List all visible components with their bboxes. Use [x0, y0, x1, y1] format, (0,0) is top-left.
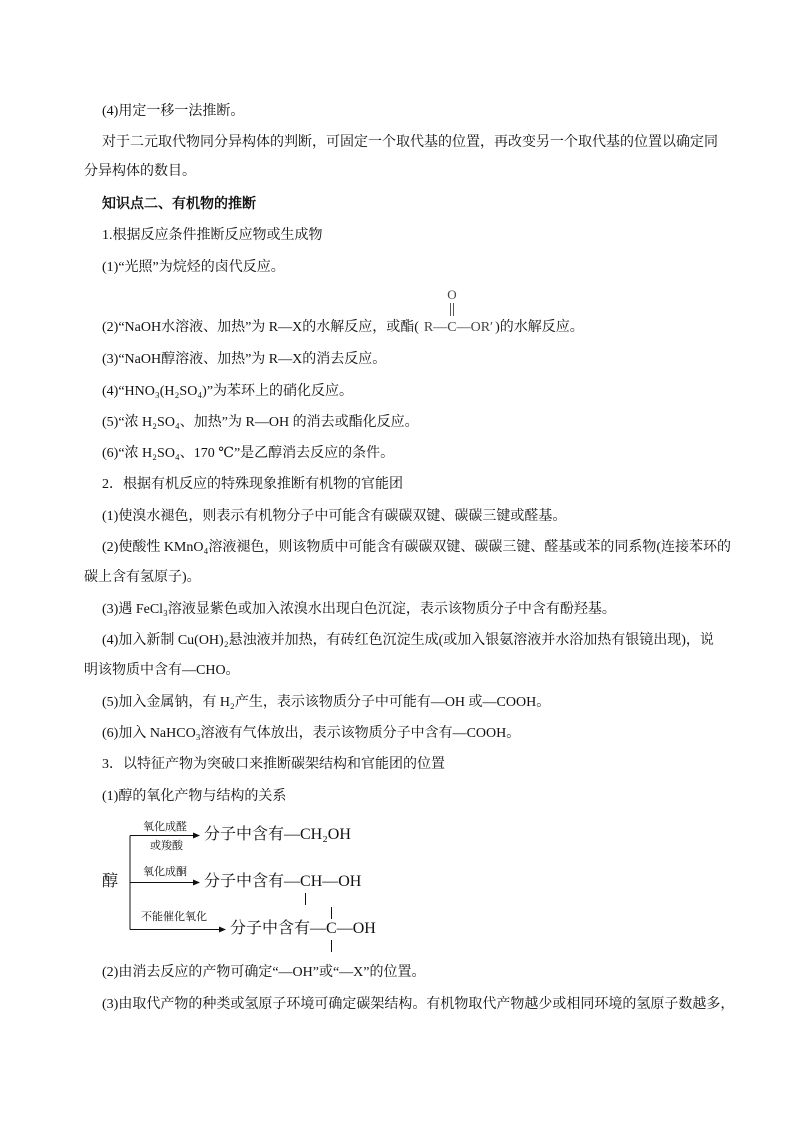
arrow-aldehyde-head	[193, 833, 200, 839]
tertiary-carbon	[326, 920, 337, 938]
product-prefix: 分子中含有—	[230, 920, 327, 937]
product-primary-alcohol: 分子中含有—CH₂OH	[204, 826, 351, 843]
list-item: (1)“光照”为烷烃的卤代反应。	[102, 260, 285, 275]
list-item: (5)加入金属钠，有 H₂产生，表示该物质分子中可能有—OH 或—COOH。	[102, 695, 551, 710]
list-item: (3)“NaOH醇溶液、加热”为 R—X的消去反应。	[102, 352, 387, 367]
subsection-title-1: 1.根据反应条件推断反应物或生成物	[102, 228, 323, 243]
arrow-label-ketone: 氧化成酮	[143, 866, 187, 878]
list-item-continuation: 明该物质中含有—CHO。	[84, 663, 240, 678]
subsection-title-3: 3．以特征产物为突破口来推断碳架结构和官能团的位置	[102, 757, 445, 772]
list-item: (3)遇 FeCl₃溶液显紫色或加入浓溴水出现白色沉淀，表示该物质分子中含有酚羟基。	[102, 602, 616, 617]
arrow-label-no-oxidation: 不能催化氧化	[141, 911, 207, 923]
bond-down	[305, 893, 306, 905]
section-heading: 知识点二、有机物的推断	[102, 197, 256, 212]
list-item-text: )的水解反应。	[495, 320, 584, 335]
ester-structure	[419, 287, 495, 335]
list-item-ester	[102, 287, 584, 338]
list-item: (2)由消去反应的产物可确定“—OH”或“—X”的位置。	[102, 965, 426, 980]
list-item: (3)由取代产物的种类或氢原子环境可确定碳架结构。有机物取代产物越少或相同环境的氢原子数越多，	[102, 997, 735, 1012]
list-item-continuation: 碳上含有氢原子)。	[84, 570, 201, 585]
paragraph-line: 分异构体的数目。	[84, 164, 196, 179]
list-item: (6)加入 NaHCO₃溶液有气体放出，表示该物质分子中含有—COOH。	[102, 726, 521, 741]
list-item: (4)加入新制 Cu(OH)₂悬浊液并加热，有砖红色沉淀生成(或加入银氨溶液并水浴加热有银镜出现)，说	[102, 633, 714, 648]
paragraph-line: 对于二元取代物同分异构体的判断，可固定一个取代基的位置，再改变另一个取代基的位置以确定同	[102, 135, 718, 150]
ester-r-group: R—	[423, 320, 448, 335]
alcohol-reactant: 醇	[102, 873, 119, 890]
arrow-ketone-head	[193, 880, 200, 886]
carbon-label: C	[300, 873, 311, 890]
list-item: (6)“浓 H₂SO₄、170 ℃”是乙醇消去反应的条件。	[102, 446, 395, 461]
list-item: (5)“浓 H₂SO₄、加热”为 R—OH 的消去或酯化反应。	[102, 415, 419, 430]
bond-up	[331, 907, 332, 919]
list-item: (4)“HNO₃(H₂SO₄)”为苯环上的硝化反应。	[102, 384, 354, 399]
subsection-title-2: 2．根据有机反应的特殊现象推断有机物的官能团	[102, 477, 403, 492]
double-bond	[450, 303, 454, 316]
arrow-label-aldehyde: 氧化成醛	[143, 821, 187, 833]
list-item: (1)使溴水褪色，则表示有机物分子中可能含有碳碳双键、碳碳三键或醛基。	[102, 509, 567, 524]
secondary-carbon	[300, 873, 311, 891]
ester-carbonyl-oxygen: O	[447, 287, 457, 302]
list-item-text: (2)“NaOH水溶液、加热”为 R—X的水解反应，或酯(	[102, 320, 419, 335]
product-suffix: —OH	[336, 920, 376, 937]
product-tertiary-alcohol	[230, 920, 376, 938]
list-item: (1)醇的氧化产物与结构的关系	[102, 789, 287, 804]
arrow-label-carboxylic-acid: 或羧酸	[150, 840, 183, 852]
product-prefix: 分子中含有—	[204, 873, 301, 890]
ester-carbon-label: C	[447, 320, 457, 335]
product-secondary-alcohol	[204, 873, 361, 891]
ester-or-group: —OR′	[456, 320, 494, 335]
list-item: (2)使酸性 KMnO₄溶液褪色，则该物质中可能含有碳碳双键、碳碳三键、醛基或苯的同系物(连接苯环的	[102, 540, 732, 555]
product-suffix: H—OH	[310, 873, 362, 890]
ester-carbonyl-carbon	[447, 287, 457, 338]
carbon-label: C	[326, 920, 337, 937]
arrow-no-oxidation-head	[219, 927, 226, 933]
bond-down	[331, 940, 332, 952]
method-item-4: (4)用定一移一法推断。	[102, 104, 245, 119]
